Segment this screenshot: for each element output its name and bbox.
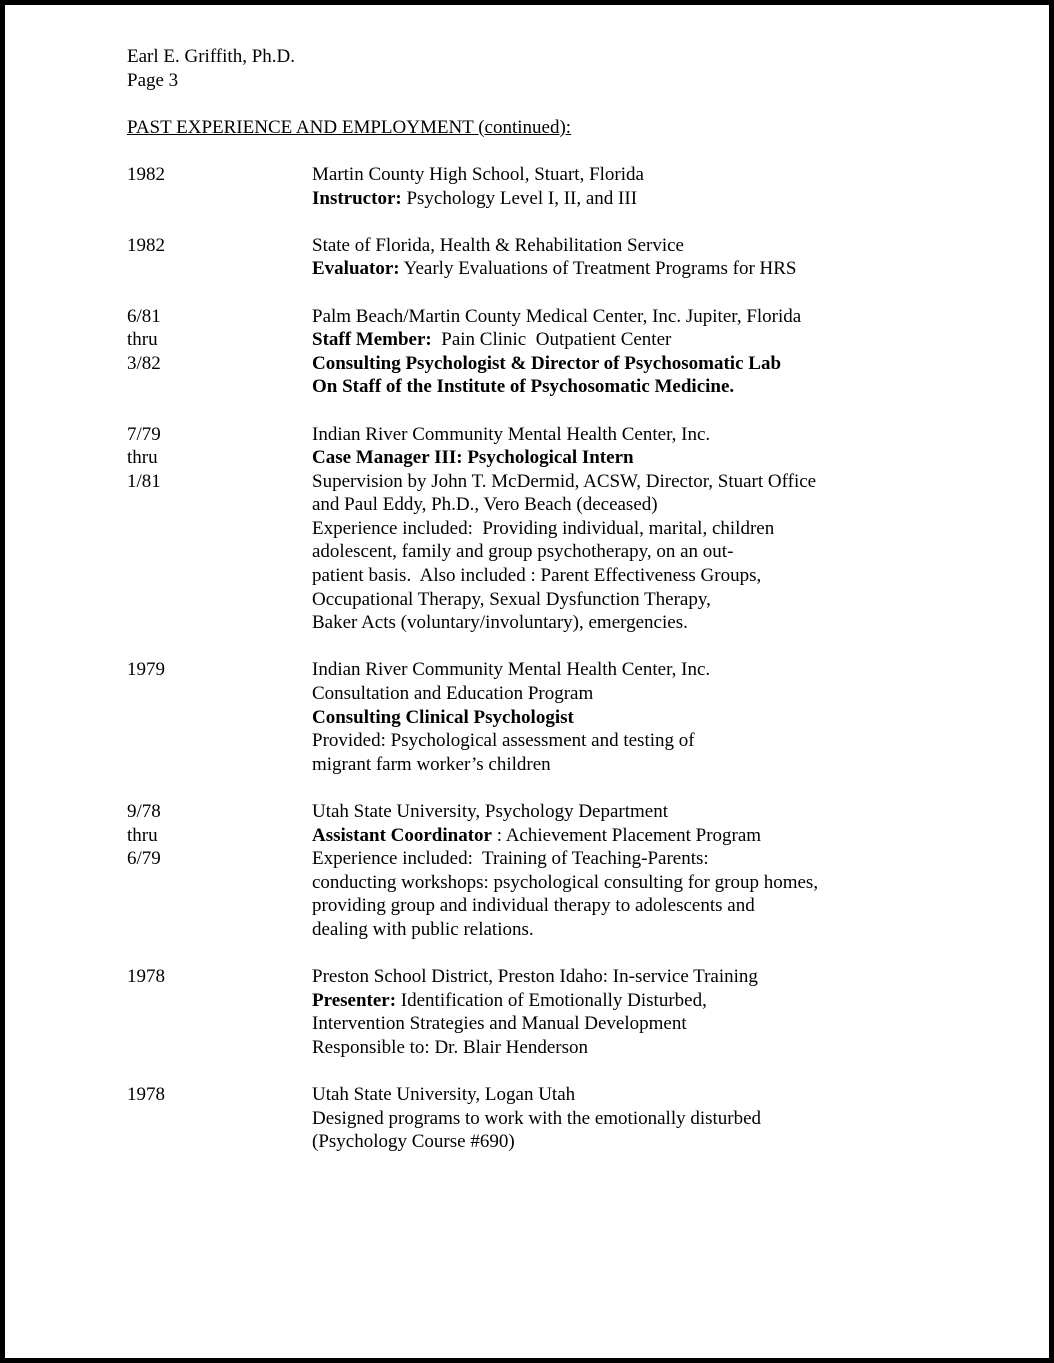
- experience-entry: [127, 965, 927, 1059]
- date-line: 3/82: [127, 352, 161, 374]
- description-line: [312, 918, 927, 942]
- description-line: [312, 1107, 927, 1131]
- role-title: On Staff of the Institute of Psychosomatic Medicine.: [312, 376, 735, 398]
- line-text: dealing with public relations.: [312, 918, 534, 940]
- entry-description: [312, 423, 927, 635]
- description-line: [312, 1012, 927, 1036]
- line-text: State of Florida, Health & Rehabilitation Service: [312, 234, 684, 256]
- experience-list: [127, 163, 927, 1154]
- description-line: [312, 328, 927, 352]
- description-line: [312, 234, 927, 258]
- line-text: Intervention Strategies and Manual Development: [312, 1013, 687, 1035]
- entry-dates: [127, 305, 312, 399]
- description-line: [312, 965, 927, 989]
- role-title: Case Manager III: Psychological Intern: [312, 447, 634, 469]
- line-text: Supervision by John T. McDermid, ACSW, Director, Stuart Office: [312, 470, 817, 492]
- line-text: Indian River Community Mental Health Center, Inc.: [312, 423, 711, 445]
- line-text: Psychology Level I, II, and III: [401, 187, 638, 209]
- date-line: 1978: [127, 966, 165, 988]
- role-title: Presenter:: [312, 989, 397, 1011]
- date-line: 9/78: [127, 801, 161, 822]
- role-title: Instructor:: [312, 187, 402, 209]
- description-line: [312, 517, 927, 541]
- experience-entry: [127, 423, 927, 635]
- line-text: Pain Clinic Outpatient Center: [431, 329, 672, 351]
- entry-description: [312, 800, 927, 942]
- description-line: [312, 1130, 927, 1154]
- line-text: Yearly Evaluations of Treatment Programs for HRS: [399, 258, 797, 280]
- description-line: [312, 989, 927, 1013]
- date-line: thru: [127, 824, 158, 846]
- role-title: Consulting Clinical Psychologist: [312, 706, 574, 728]
- description-line: [312, 187, 927, 211]
- description-line: [312, 658, 927, 682]
- description-line: [312, 706, 927, 730]
- line-text: Indian River Community Mental Health Center, Inc.: [312, 659, 711, 681]
- description-line: [312, 894, 927, 918]
- description-line: [312, 493, 927, 517]
- line-text: Consultation and Education Program: [312, 683, 594, 705]
- role-title: Consulting Psychologist & Director of Psychosomatic Lab: [312, 352, 782, 374]
- description-line: [312, 446, 927, 470]
- role-title: Assistant Coordinator: [312, 824, 492, 846]
- description-line: [312, 423, 927, 447]
- line-text: Experience included: Providing individual, marital, children: [312, 517, 775, 539]
- date-line: 7/79: [127, 423, 161, 445]
- description-line: [312, 1083, 927, 1107]
- entry-dates: [127, 658, 312, 776]
- line-text: Utah State University, Psychology Department: [312, 801, 669, 822]
- description-line: [312, 257, 927, 281]
- line-text: migrant farm worker’s children: [312, 753, 551, 775]
- section-title: PAST EXPERIENCE AND EMPLOYMENT (continued):: [127, 116, 572, 138]
- line-text: Utah State University, Logan Utah: [312, 1084, 576, 1106]
- line-text: Palm Beach/Martin County Medical Center, Inc. Jupiter, Florida: [312, 305, 802, 327]
- experience-entry: [127, 658, 927, 776]
- line-text: Provided: Psychological assessment and testing of: [312, 730, 695, 752]
- date-line: 1982: [127, 234, 165, 256]
- description-line: [312, 305, 927, 329]
- description-line: [312, 540, 927, 564]
- date-line: 6/81: [127, 305, 161, 327]
- line-text: adolescent, family and group psychotherapy, on an out-: [312, 541, 734, 563]
- line-text: patient basis. Also included : Parent Effectiveness Groups,: [312, 565, 762, 587]
- line-text: and Paul Eddy, Ph.D., Vero Beach (deceased): [312, 494, 658, 516]
- entry-description: [312, 305, 927, 399]
- description-line: [312, 588, 927, 612]
- line-text: Responsible to: Dr. Blair Henderson: [312, 1036, 588, 1058]
- entry-dates: [127, 1083, 312, 1154]
- author-name: Earl E. Griffith, Ph.D.: [127, 46, 295, 67]
- role-title: Staff Member:: [312, 329, 432, 351]
- line-text: Experience included: Training of Teaching-Parents:: [312, 848, 709, 870]
- entry-dates: [127, 965, 312, 1059]
- entry-dates: [127, 423, 312, 635]
- date-line: 1982: [127, 163, 165, 185]
- description-line: [312, 375, 927, 399]
- line-text: Baker Acts (voluntary/involuntary), emergencies.: [312, 612, 688, 634]
- page-content: [127, 45, 927, 1154]
- entry-description: [312, 965, 927, 1059]
- description-line: [312, 1036, 927, 1060]
- page-number: Page 3: [127, 69, 179, 91]
- description-line: [312, 824, 927, 848]
- entry-description: [312, 1083, 927, 1154]
- description-line: [312, 163, 927, 187]
- entry-dates: [127, 234, 312, 281]
- entry-description: [312, 163, 927, 210]
- line-text: Identification of Emotionally Disturbed,: [396, 989, 707, 1011]
- description-line: [312, 729, 927, 753]
- experience-entry: [127, 305, 927, 399]
- entry-dates: [127, 800, 312, 942]
- experience-entry: [127, 1083, 927, 1154]
- description-line: [312, 564, 927, 588]
- line-text: Martin County High School, Stuart, Florida: [312, 163, 644, 185]
- description-line: [312, 470, 927, 494]
- line-text: conducting workshops: psychological consulting for group homes,: [312, 871, 819, 893]
- description-line: [312, 682, 927, 706]
- date-line: thru: [127, 447, 158, 469]
- description-line: [312, 871, 927, 895]
- experience-entry: [127, 234, 927, 281]
- date-line: thru: [127, 329, 158, 351]
- line-text: (Psychology Course #690): [312, 1131, 515, 1153]
- role-title: Evaluator:: [312, 258, 400, 280]
- description-line: [312, 611, 927, 635]
- experience-entry: [127, 800, 927, 942]
- entry-dates: [127, 163, 312, 210]
- date-line: 1979: [127, 659, 165, 681]
- description-line: [312, 847, 927, 871]
- line-text: Preston School District, Preston Idaho: In-service Training: [312, 966, 758, 988]
- description-line: [312, 800, 927, 824]
- date-line: 1/81: [127, 470, 161, 492]
- date-line: 6/79: [127, 848, 161, 870]
- description-line: [312, 352, 927, 376]
- date-line: 1978: [127, 1084, 165, 1106]
- line-text: Designed programs to work with the emotionally disturbed: [312, 1107, 762, 1129]
- entry-description: [312, 658, 927, 776]
- line-text: : Achievement Placement Program: [491, 824, 762, 846]
- entry-description: [312, 234, 927, 281]
- description-line: [312, 753, 927, 777]
- line-text: providing group and individual therapy to adolescents and: [312, 895, 755, 917]
- line-text: Occupational Therapy, Sexual Dysfunction Therapy,: [312, 588, 711, 610]
- experience-entry: [127, 163, 927, 210]
